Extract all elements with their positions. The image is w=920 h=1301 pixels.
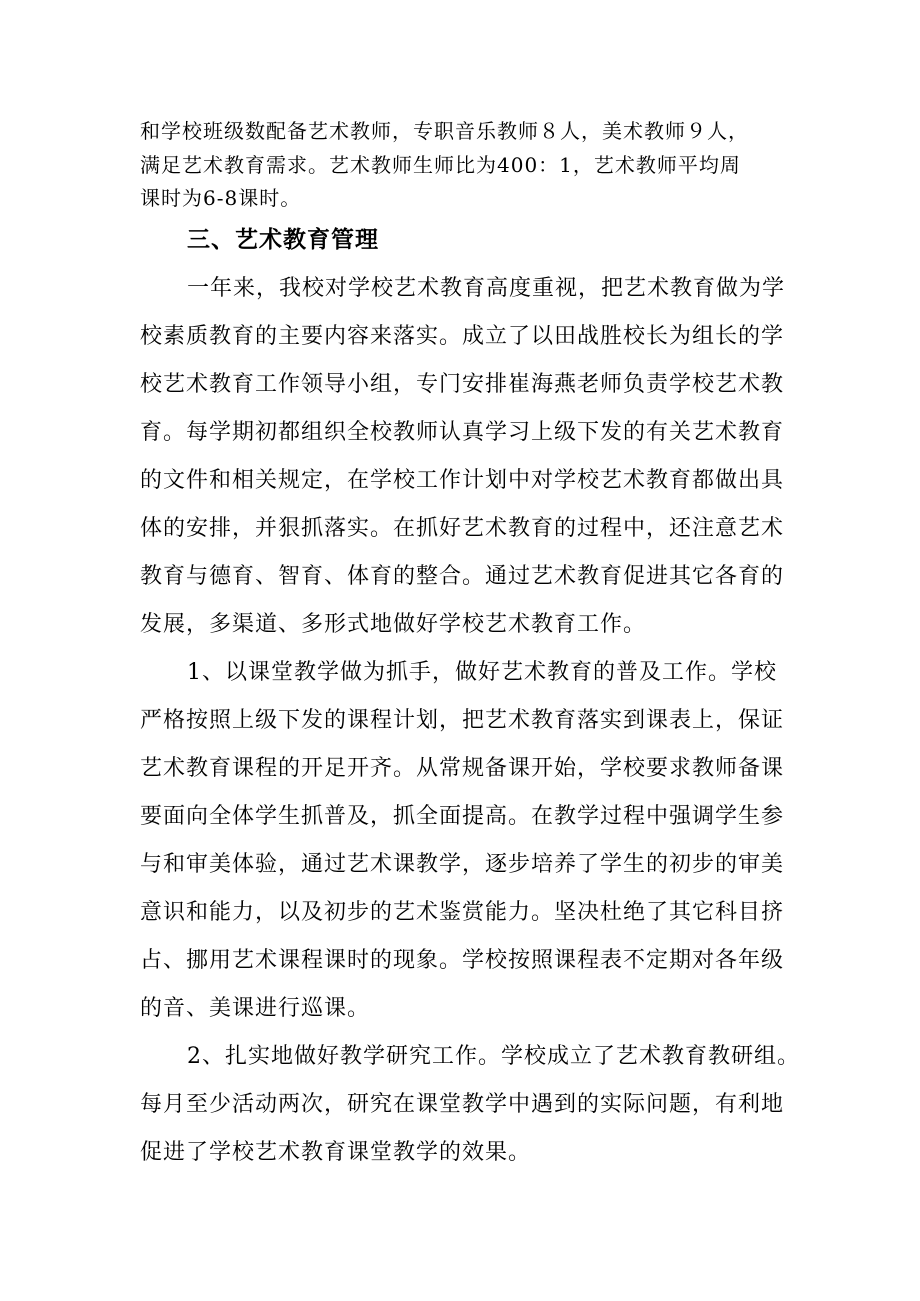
text-line: 校艺术教育工作领导小组，专门安排崔海燕老师负责学校艺术教 <box>140 372 785 397</box>
text-line: 要面向全体学生抓普及，抓全面提高。在教学过程中强调学生参 <box>140 804 785 829</box>
section-heading: 三、艺术教育管理 <box>187 227 379 253</box>
text-line: 体的安排，并狠抓落实。在抓好艺术教育的过程中，还注意艺术 <box>140 516 785 541</box>
text-line: 与和审美体验，通过艺术课教学，逐步培养了学生的初步的审美 <box>140 852 785 877</box>
text-line: 育。每学期初都组织全校教师认真学习上级下发的有关艺术教育 <box>140 420 785 445</box>
text-line: 促进了学校艺术教育课堂教学的效果。 <box>140 1140 532 1165</box>
text-line: 的音、美课进行巡课。 <box>140 996 371 1021</box>
text-line: 教育与德育、智育、体育的整合。通过艺术教育促进其它各育的 <box>140 564 785 589</box>
text-line: 占、挪用艺术课程课时的现象。学校按照课程表不定期对各年级 <box>140 948 785 973</box>
text-line: 1、以课堂教学做为抓手，做好艺术教育的普及工作。学校 <box>187 660 777 685</box>
text-line: 意识和能力，以及初步的艺术鉴赏能力。坚决杜绝了其它科目挤 <box>140 900 785 925</box>
text-line: 每月至少活动两次，研究在课堂教学中遇到的实际问题，有利地 <box>140 1092 785 1117</box>
text-line: 满足艺术教育需求。艺术教师生师比为400：1，艺术教师平均周 <box>140 153 741 177</box>
text-line: 严格按照上级下发的课程计划，把艺术教育落实到课表上，保证 <box>140 708 785 733</box>
text-line: 校素质教育的主要内容来落实。成立了以田战胜校长为组长的学 <box>140 324 785 349</box>
text-line: 的文件和相关规定，在学校工作计划中对学校艺术教育都做出具 <box>140 468 785 493</box>
text-line: 课时为6-8课时。 <box>140 186 302 210</box>
text-line: 2、扎实地做好教学研究工作。学校成立了艺术教育教研组。 <box>187 1044 800 1069</box>
text-line: 和学校班级数配备艺术教师，专职音乐教师８人，美术教师９人， <box>140 119 749 143</box>
text-line: 发展，多渠道、多形式地做好学校艺术教育工作。 <box>140 612 647 637</box>
text-line: 艺术教育课程的开足开齐。从常规备课开始，学校要求教师备课 <box>140 756 785 781</box>
text-line: 一年来，我校对学校艺术教育高度重视，把艺术教育做为学 <box>187 276 786 301</box>
